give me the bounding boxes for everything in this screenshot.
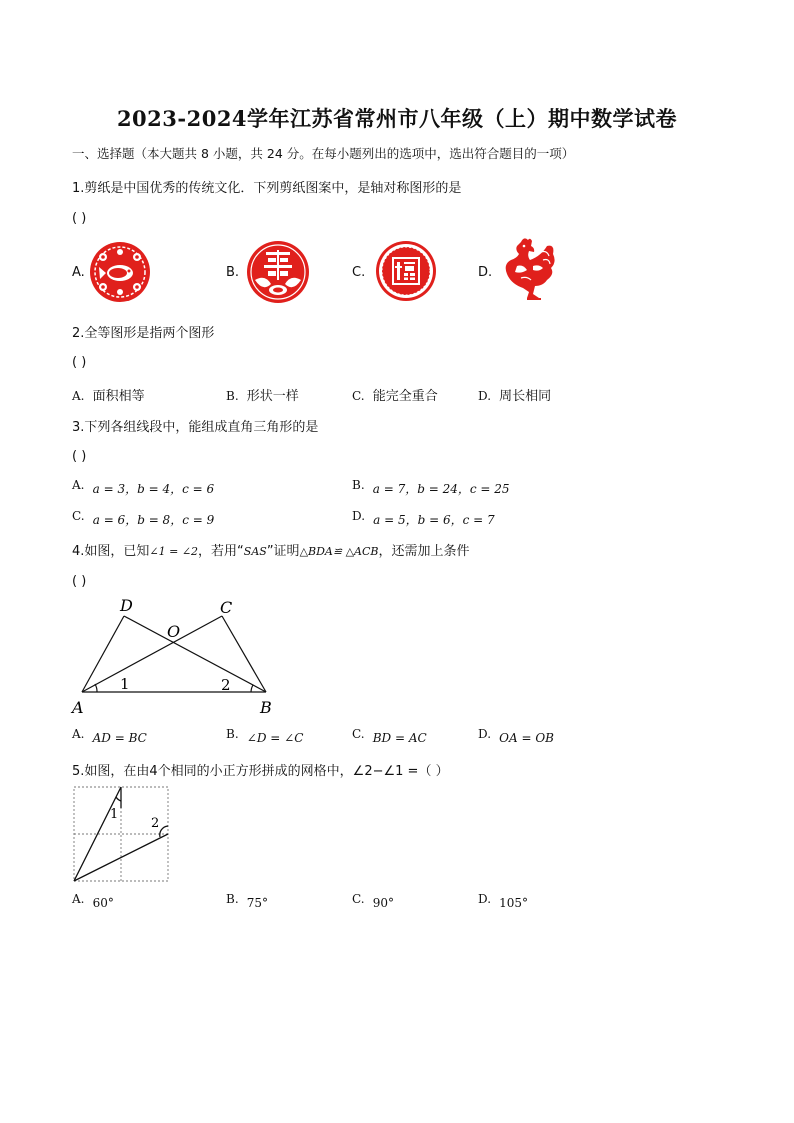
q4-stem-mid: ，若用“ [198, 544, 244, 559]
q3-option-d-label: D. [352, 509, 366, 523]
q4-stem-post: ，还需加上条件 [378, 544, 470, 559]
question-2-stem: 2.全等图形是指两个图形 [72, 326, 215, 341]
q2-option-b[interactable] [226, 385, 299, 404]
q1-option-b-label[interactable]: B. [226, 265, 240, 280]
q4-option-a-text: AD = BC [92, 731, 147, 745]
line-to-top-center [74, 787, 121, 881]
papercut-double-happiness-image [245, 240, 311, 304]
angle-2-arc [251, 685, 253, 692]
q2-option-a-text: 面积相等 [92, 389, 145, 404]
q5-option-c[interactable] [352, 892, 394, 911]
papercut-fu-character-image [375, 240, 437, 302]
question-5-stem: 5.如图，在由4个相同的小正方形拼成的网格中，∠2−∠1 =（ ） [72, 764, 449, 779]
line-to-right-center [74, 834, 168, 881]
q3-option-b-label: B. [352, 478, 365, 492]
q5-option-d-label: D. [478, 892, 492, 906]
q4-option-d-text: OA = OB [499, 731, 554, 745]
q4-stem-mid2: ”证明 [266, 544, 300, 559]
q4-option-c-text: BD = AC [372, 731, 427, 745]
q2-option-d-label: D. [478, 389, 492, 403]
point-b-label: B [260, 698, 272, 717]
q3-option-c-label: C. [72, 509, 85, 523]
question-2-paren: ( ) [72, 355, 87, 370]
question-4-stem [72, 540, 470, 559]
q5-option-a[interactable] [72, 892, 114, 911]
q3-option-d[interactable] [352, 509, 495, 528]
q3-option-b[interactable] [352, 478, 510, 497]
q2-option-d-text: 周长相同 [499, 389, 552, 404]
q2-option-a-label: A. [72, 389, 85, 403]
question-1-paren: ( ) [72, 211, 87, 226]
section-header: 一、选择题（本大题共 8 小题，共 24 分。在每小题列出的选项中，选出符合题目的一项） [72, 146, 575, 161]
q4-triangle-figure [66, 594, 286, 720]
point-a-label: A [72, 698, 84, 717]
q5-option-d-text: 105° [499, 896, 529, 910]
question-4-paren: ( ) [72, 574, 87, 589]
angle-2-label: 2 [221, 676, 231, 694]
angle-1-label: 1 [120, 675, 130, 693]
q5-grid-figure [70, 784, 174, 888]
segment-db [124, 616, 266, 692]
point-d-label: D [120, 596, 133, 615]
question-3-paren: ( ) [72, 449, 87, 464]
q3-option-a[interactable] [72, 478, 214, 497]
q2-option-b-label: B. [226, 389, 239, 403]
angle-1-arc [95, 684, 97, 692]
angle-1-arc [116, 797, 121, 801]
q4-sas: SAS [243, 545, 267, 558]
q4-congruence: △BDA≌ △ACB [299, 545, 379, 558]
q5-option-b-label: B. [226, 892, 239, 906]
q4-option-b[interactable] [226, 727, 303, 746]
q2-option-a[interactable] [72, 385, 145, 404]
q5-option-b-text: 75° [246, 896, 269, 910]
grid-angle-1-label: 1 [110, 807, 119, 822]
q5-option-c-text: 90° [372, 896, 394, 910]
q1-option-c-label[interactable]: C. [352, 265, 366, 280]
page-title: 2023-2024学年江苏省常州市八年级（上）期中数学试卷 [116, 106, 678, 131]
q2-option-c-label: C. [352, 389, 365, 403]
q5-option-a-text: 60° [92, 896, 114, 910]
q1-option-d-label[interactable]: D. [478, 265, 493, 280]
q4-angle-condition: ∠1 = ∠2 [149, 545, 199, 558]
q4-option-a[interactable] [72, 727, 147, 746]
q4-option-d[interactable] [478, 727, 554, 746]
q4-option-c-label: C. [352, 727, 365, 741]
q4-option-b-label: B. [226, 727, 239, 741]
q5-option-a-label: A. [72, 892, 85, 906]
papercut-flower-image [89, 241, 151, 303]
grid-angle-2-label: 2 [151, 816, 160, 831]
q4-option-d-label: D. [478, 727, 492, 741]
q3-option-b-text: a = 7，b = 24，c = 25 [372, 482, 510, 496]
q1-option-a-label[interactable]: A. [72, 265, 85, 280]
point-c-label: C [220, 598, 233, 617]
q5-option-d[interactable] [478, 892, 528, 911]
point-o-label: O [167, 622, 181, 641]
q2-option-c-text: 能完全重合 [372, 389, 438, 404]
q2-option-d[interactable] [478, 385, 551, 404]
q4-option-c[interactable] [352, 727, 427, 746]
papercut-rooster-image [497, 236, 559, 308]
q4-option-b-text: ∠D = ∠C [246, 731, 304, 745]
q3-option-c[interactable] [72, 509, 214, 528]
q3-option-a-label: A. [72, 478, 85, 492]
q3-option-a-text: a = 3，b = 4，c = 6 [92, 482, 215, 496]
q5-option-b[interactable] [226, 892, 268, 911]
q2-option-c[interactable] [352, 385, 438, 404]
q3-option-d-text: a = 5，b = 6，c = 7 [373, 513, 495, 527]
q4-option-a-label: A. [72, 727, 85, 741]
question-1-stem: 1.剪纸是中国优秀的传统文化．下列剪纸图案中，是轴对称图形的是 [72, 181, 462, 196]
q2-option-b-text: 形状一样 [246, 389, 299, 404]
q3-option-c-text: a = 6，b = 8，c = 9 [92, 513, 215, 527]
q4-stem-pre: 4.如图，已知 [72, 544, 150, 559]
q5-option-c-label: C. [352, 892, 365, 906]
question-3-stem: 3.下列各组线段中，能组成直角三角形的是 [72, 420, 319, 435]
